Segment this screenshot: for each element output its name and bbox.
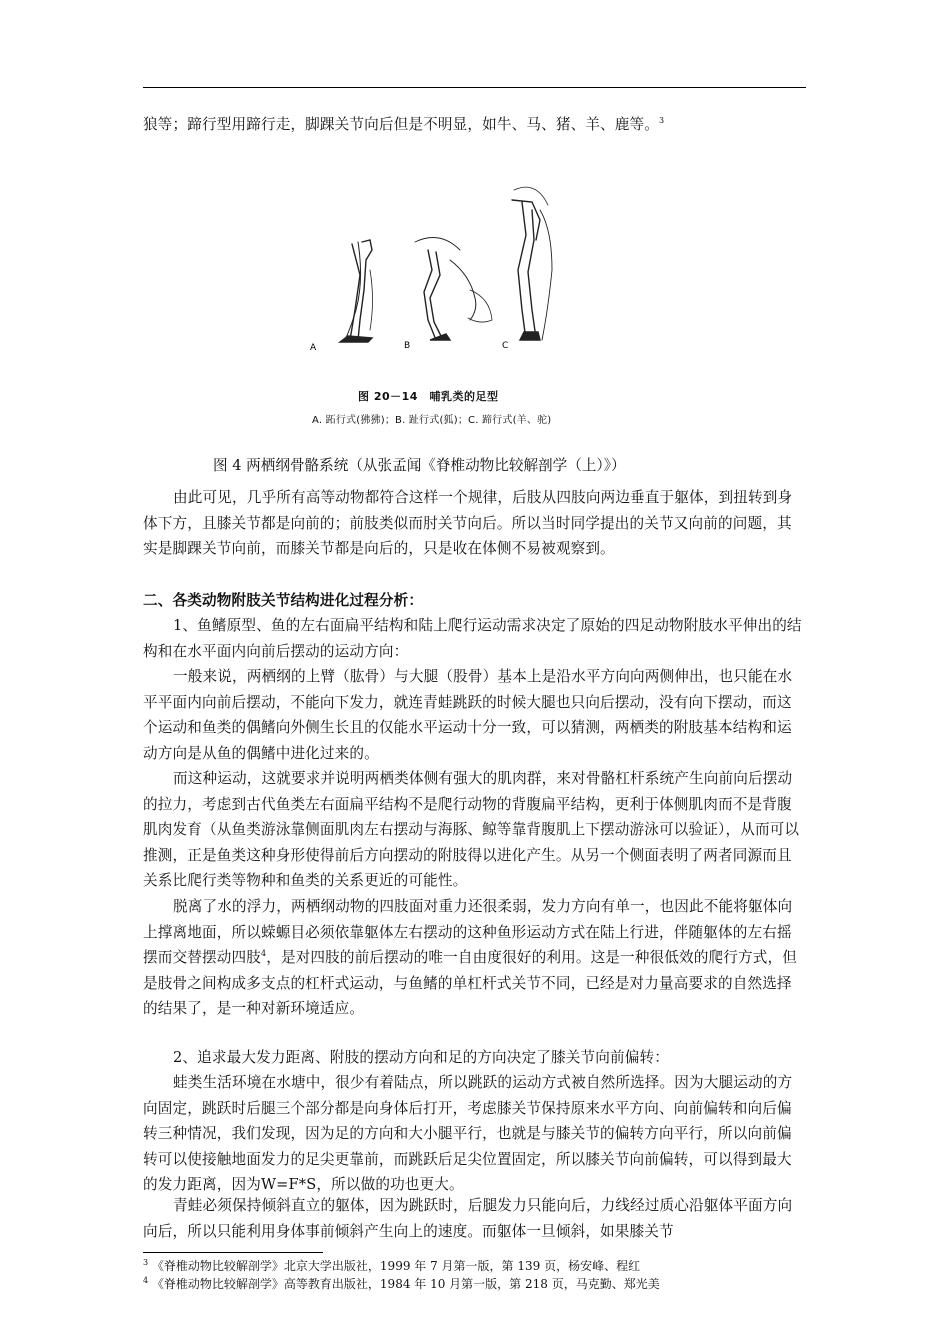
footnote-number: 3: [143, 1258, 149, 1267]
figure-caption: 图 4 两栖纲骨骼系统（从张孟闻《脊椎动物比较解剖学（上）》）: [213, 457, 626, 474]
paragraph-5: [143, 894, 806, 1022]
paragraph-text: 狼等；蹄行型用蹄行走，脚踝关节向后但是不明显，如牛、马、猪、羊、鹿等。: [143, 116, 660, 133]
footnote-3: [143, 1258, 640, 1274]
panel-label-b: B: [404, 341, 411, 351]
footnote-rule: [143, 1252, 323, 1253]
foot-types-illustration: [300, 180, 585, 380]
paragraph-continuation: [143, 112, 806, 138]
paragraph-4: 而这种运动，这就要求并说明两栖类体侧有强大的肌肉群，来对骨骼杠杆系统产生向前向后摆动的拉力，考虑到古代鱼类左右面扁平结构不是爬行动物的背腹扁平结构，更利于体侧肌肉而不是背腹肌肉发育（从鱼类游泳靠侧面肌肉左右摆动与海豚、鲸等靠背腹肌上下摆动游泳可以验证），从而可以推测，正是鱼类这种身形使得前后方向摆动的附肢得以进化产生。从另一个侧面表明了两者同源而且关系比爬行类等物种和鱼类的关系更近的可能性。: [143, 770, 800, 890]
footnote-4: [143, 1276, 660, 1292]
paragraph-8: 青蛙必须保持倾斜直立的躯体，因为跳跃时，后腿发力只能向后，力线经过质心沿躯体平面方向向后，所以只能利用身体事前倾斜产生向上的速度。而躯体一旦倾斜，如果膝关节: [143, 1197, 793, 1240]
footnote-ref: 4: [260, 949, 267, 959]
paragraph-3: 一般来说，两栖纲的上臂（肱骨）与大腿（股骨）基本上是沿水平方向向两侧伸出，也只能在水平平面内向前后摆动，不能向下发力，就连青蛙跳跃的时候大腿也只向后摆动，没有向下摆动，而这个运动和鱼类的偶鳍向外侧生长且的仅能水平运动十分一致，可以猜测，两栖类的附肢基本结构和运动方向是从鱼的偶鳍中进化过来的。: [143, 668, 793, 762]
panel-label-c: C: [502, 341, 509, 351]
figure-inner-title: 图 20－14 哺乳类的足型: [358, 390, 499, 403]
footnote-ref: 3: [659, 116, 665, 126]
header-rule: [143, 87, 806, 88]
footnote-number: 4: [143, 1276, 149, 1285]
paragraph-2: 1、鱼鳍原型、鱼的左右面扁平结构和陆上爬行运动需求决定了原始的四足动物附肢水平伸出的结构和在水平面内向前后摆动的运动方向：: [143, 617, 802, 660]
panel-label-a: A: [310, 343, 317, 353]
paragraph-text: 脱离了水的浮力，两栖纲动物的四肢面对重力还很柔弱，发力方向有单一，也因此不能将躯体向上撑离地面，所以蝾螈目必须依靠躯体左右摆动的这种鱼形运动方式在陆上行进，伴随躯体的左右摇摆而交替摆动四肢: [143, 898, 793, 967]
paragraph-text: ，是对四肢的前后摆动的唯一自由度很好的利用。这是一种很低效的爬行方式，但是肢骨之间构成多支点的杠杆式运动，与鱼鳍的单杠杆式关节不同，已经是对力量高要求的自然选择的结果了，是一种对新环境适应。: [143, 949, 797, 1018]
section-heading: 二、各类动物附肢关节结构进化过程分析：: [143, 592, 424, 609]
figure-inner-subtitle: A. 跖行式(狒狒)；B. 趾行式(狐)；C. 蹄行式(羊、驼): [312, 415, 552, 426]
paragraph-7: 蛙类生活环境在水塘中，很少有着陆点，所以跳跃的运动方式被自然所选择。因为大腿运动的方向固定，跳跃时后腿三个部分都是向身体后打开，考虑膝关节保持原来水平方向、向前偏转和向后偏转三种情况，我们发现，因为足的方向和大小腿平行，也就是与膝关节的偏转方向平行，所以向前偏转可以使接触地面发力的足尖更靠前，而跳跃后足尖位置固定，所以膝关节向前偏转，可以得到最大的发力距离，因为W=F*S，所以做的功也更大。: [143, 1074, 793, 1194]
paragraph-1: 由此可见，几乎所有高等动物都符合这样一个规律，后肢从四肢向两边垂直于躯体，到扭转到身体下方，且膝关节都是向前的；前肢类似而肘关节向后。所以当时同学提出的关节又向前的问题，其实是脚踝关节向前，而膝关节都是向后的，只是收在体侧不易被观察到。: [143, 489, 793, 558]
footnote-text: 《脊椎动物比较解剖学》高等教育出版社，1984 年 10 月第一版，第 218 页，马克勤、郑光美: [151, 1277, 660, 1291]
footnote-text: 《脊椎动物比较解剖学》北京大学出版社，1999 年 7 月第一版，第 139 页，杨安峰、程红: [151, 1259, 641, 1273]
paragraph-6: 2、追求最大发力距离、附肢的摆动方向和足的方向决定了膝关节向前偏转：: [173, 1049, 669, 1066]
